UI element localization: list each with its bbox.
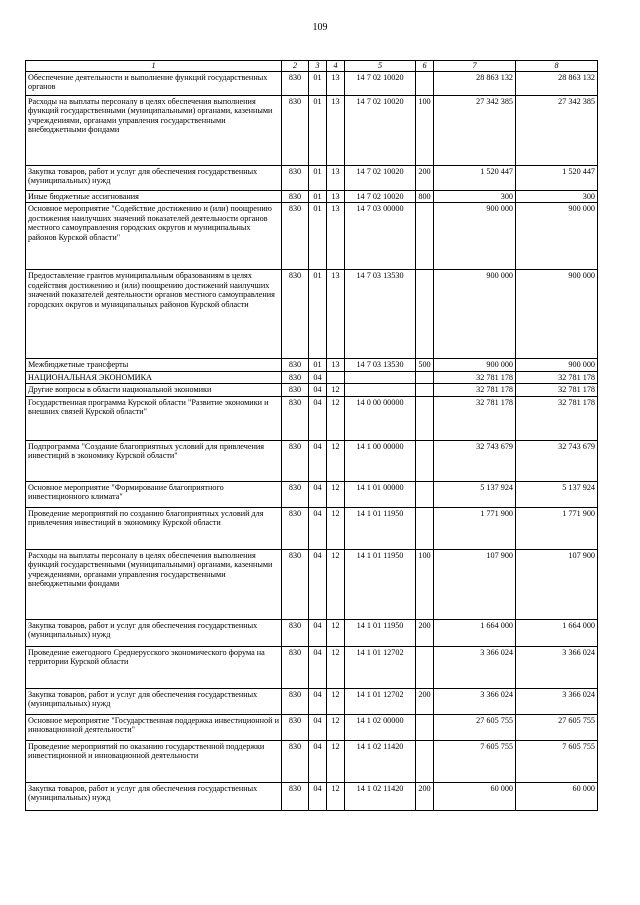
target-article-code: 14 1 02 11420	[345, 782, 416, 810]
column-header: 3	[309, 61, 327, 72]
subsection-code: 12	[327, 549, 345, 619]
ministry-code: 830	[282, 396, 309, 440]
amount-year-1: 32 781 178	[434, 384, 516, 396]
ministry-code: 830	[282, 72, 309, 96]
target-article-code: 14 7 03 00000	[345, 203, 416, 270]
amount-year-2: 32 781 178	[516, 371, 598, 383]
amount-year-1: 900 000	[434, 270, 516, 359]
table-row	[26, 72, 598, 96]
target-article-code	[345, 371, 416, 383]
amount-year-1: 32 781 178	[434, 371, 516, 383]
table-row	[26, 740, 598, 782]
amount-year-1: 60 000	[434, 782, 516, 810]
table-row	[26, 96, 598, 166]
subsection-code	[327, 371, 345, 383]
expense-type-code	[416, 440, 434, 481]
amount-year-1: 32 781 178	[434, 396, 516, 440]
row-label: Основное мероприятие "Формирование благоприятного инвестиционного климата"	[26, 481, 282, 507]
expense-type-code	[416, 481, 434, 507]
section-code: 01	[309, 166, 327, 191]
amount-year-2: 1 664 000	[516, 619, 598, 646]
amount-year-2: 1 520 447	[516, 166, 598, 191]
row-label: Государственная программа Курской области "Развитие экономики и внешних связей Курской области"	[26, 396, 282, 440]
table-row	[26, 440, 598, 481]
subsection-code: 12	[327, 396, 345, 440]
expense-type-code: 200	[416, 688, 434, 714]
target-article-code: 14 1 00 00000	[345, 440, 416, 481]
amount-year-2: 5 137 924	[516, 481, 598, 507]
column-header: 1	[26, 61, 282, 72]
row-label: Иные бюджетные ассигнования	[26, 191, 282, 203]
amount-year-1: 1 520 447	[434, 166, 516, 191]
table-row	[26, 619, 598, 646]
table-row	[26, 714, 598, 740]
ministry-code: 830	[282, 646, 309, 688]
target-article-code: 14 1 02 11420	[345, 740, 416, 782]
subsection-code: 13	[327, 191, 345, 203]
ministry-code: 830	[282, 782, 309, 810]
table-row	[26, 384, 598, 396]
column-header: 7	[434, 61, 516, 72]
amount-year-1: 7 605 755	[434, 740, 516, 782]
subsection-code: 12	[327, 440, 345, 481]
amount-year-1: 28 863 132	[434, 72, 516, 96]
amount-year-2: 27 605 755	[516, 714, 598, 740]
page-number: 109	[312, 22, 328, 33]
section-code: 04	[309, 619, 327, 646]
amount-year-2: 3 366 024	[516, 646, 598, 688]
ministry-code: 830	[282, 619, 309, 646]
amount-year-1: 3 366 024	[434, 688, 516, 714]
row-label: Расходы на выплаты персоналу в целях обеспечения выполнения функций государственными (муниципальными) органами, казенными учреждениями, органами управления государственными внебюджетными фондами	[26, 96, 282, 166]
expense-type-code: 200	[416, 166, 434, 191]
expense-type-code	[416, 714, 434, 740]
row-label: Закупка товаров, работ и услуг для обеспечения государственных (муниципальных) нужд	[26, 688, 282, 714]
expense-type-code	[416, 203, 434, 270]
row-label: Основное мероприятие "Государственная поддержка инвестиционной и инновационной деятельности"	[26, 714, 282, 740]
expense-type-code	[416, 270, 434, 359]
expense-type-code: 800	[416, 191, 434, 203]
row-label: Другие вопросы в области национальной экономики	[26, 384, 282, 396]
expense-type-code	[416, 72, 434, 96]
column-header: 2	[282, 61, 309, 72]
section-code: 04	[309, 782, 327, 810]
table-row	[26, 396, 598, 440]
section-code: 04	[309, 371, 327, 383]
amount-year-2: 900 000	[516, 203, 598, 270]
amount-year-2: 27 342 385	[516, 96, 598, 166]
row-label: Основное мероприятие "Содействие достижению и (или) поощрению достижения наилучших значений показателей деятельности органов местного самоуправления городских округов и муниципальных районов Курской области"	[26, 203, 282, 270]
table-row	[26, 270, 598, 359]
amount-year-2: 107 900	[516, 549, 598, 619]
amount-year-1: 1 664 000	[434, 619, 516, 646]
target-article-code: 14 0 00 00000	[345, 396, 416, 440]
section-code: 01	[309, 203, 327, 270]
section-code: 04	[309, 714, 327, 740]
table-row	[26, 191, 598, 203]
target-article-code: 14 7 02 10020	[345, 166, 416, 191]
row-label: Проведение мероприятий по созданию благоприятных условий для привлечения инвестиций в экономику Курской области	[26, 507, 282, 549]
section-code: 01	[309, 359, 327, 371]
subsection-code: 12	[327, 384, 345, 396]
section-code: 04	[309, 384, 327, 396]
target-article-code: 14 7 03 13530	[345, 270, 416, 359]
row-label: Предоставление грантов муниципальным образованиям в целях содействия достижению и (или) поощрению достижений наилучших значений показателей деятельности органов местного самоуправления городских округов и муниципальных районов Курской области	[26, 270, 282, 359]
ministry-code: 830	[282, 440, 309, 481]
row-label: НАЦИОНАЛЬНАЯ ЭКОНОМИКА	[26, 371, 282, 383]
amount-year-1: 900 000	[434, 359, 516, 371]
subsection-code: 13	[327, 166, 345, 191]
ministry-code: 830	[282, 166, 309, 191]
ministry-code: 830	[282, 96, 309, 166]
expense-type-code: 200	[416, 782, 434, 810]
subsection-code: 12	[327, 507, 345, 549]
section-code: 04	[309, 481, 327, 507]
ministry-code: 830	[282, 688, 309, 714]
amount-year-1: 3 366 024	[434, 646, 516, 688]
expense-type-code	[416, 507, 434, 549]
target-article-code: 14 1 01 11950	[345, 507, 416, 549]
target-article-code: 14 1 01 12702	[345, 646, 416, 688]
target-article-code: 14 7 02 10020	[345, 72, 416, 96]
expense-type-code: 100	[416, 96, 434, 166]
table-row	[26, 688, 598, 714]
ministry-code: 830	[282, 191, 309, 203]
table-row	[26, 371, 598, 383]
budget-table	[25, 60, 598, 811]
subsection-code: 12	[327, 646, 345, 688]
amount-year-2: 7 605 755	[516, 740, 598, 782]
subsection-code: 13	[327, 72, 345, 96]
table-row	[26, 549, 598, 619]
target-article-code: 14 1 01 11950	[345, 619, 416, 646]
amount-year-1: 27 605 755	[434, 714, 516, 740]
amount-year-1: 5 137 924	[434, 481, 516, 507]
target-article-code: 14 7 03 13530	[345, 359, 416, 371]
section-code: 04	[309, 396, 327, 440]
row-label: Проведение ежегодного Среднерусского экономического форума на территории Курской области	[26, 646, 282, 688]
section-code: 01	[309, 72, 327, 96]
expense-type-code: 500	[416, 359, 434, 371]
row-label: Закупка товаров, работ и услуг для обеспечения государственных (муниципальных) нужд	[26, 166, 282, 191]
row-label: Расходы на выплаты персоналу в целях обеспечения выполнения функций государственными (муниципальными) органами, казенными учреждениями, органами управления государственными внебюджетными фондами	[26, 549, 282, 619]
amount-year-2: 28 863 132	[516, 72, 598, 96]
section-code: 01	[309, 270, 327, 359]
table-row	[26, 646, 598, 688]
column-number-row	[26, 61, 598, 72]
amount-year-1: 107 900	[434, 549, 516, 619]
subsection-code: 12	[327, 740, 345, 782]
expense-type-code	[416, 384, 434, 396]
subsection-code: 12	[327, 714, 345, 740]
amount-year-2: 900 000	[516, 359, 598, 371]
amount-year-2: 32 743 679	[516, 440, 598, 481]
table-row	[26, 782, 598, 810]
amount-year-2: 300	[516, 191, 598, 203]
subsection-code: 13	[327, 359, 345, 371]
table-row	[26, 507, 598, 549]
section-code: 01	[309, 96, 327, 166]
expense-type-code	[416, 371, 434, 383]
subsection-code: 12	[327, 481, 345, 507]
row-label: Обеспечение деятельности и выполнение функций государственных органов	[26, 72, 282, 96]
section-code: 04	[309, 646, 327, 688]
target-article-code: 14 1 01 11950	[345, 549, 416, 619]
row-label: Подпрограмма "Создание благоприятных условий для привлечения инвестиций в экономику Курской области"	[26, 440, 282, 481]
amount-year-2: 60 000	[516, 782, 598, 810]
amount-year-2: 3 366 024	[516, 688, 598, 714]
expense-type-code	[416, 646, 434, 688]
table-row	[26, 166, 598, 191]
section-code: 04	[309, 549, 327, 619]
row-label: Закупка товаров, работ и услуг для обеспечения государственных (муниципальных) нужд	[26, 782, 282, 810]
amount-year-2: 32 781 178	[516, 396, 598, 440]
ministry-code: 830	[282, 371, 309, 383]
target-article-code: 14 7 02 10020	[345, 96, 416, 166]
table-row	[26, 359, 598, 371]
table-row	[26, 203, 598, 270]
ministry-code: 830	[282, 384, 309, 396]
target-article-code: 14 7 02 10020	[345, 191, 416, 203]
amount-year-1: 900 000	[434, 203, 516, 270]
subsection-code: 12	[327, 688, 345, 714]
target-article-code: 14 1 01 00000	[345, 481, 416, 507]
row-label: Проведение мероприятий по оказанию государственной поддержки инвестиционной и инновационной деятельности	[26, 740, 282, 782]
subsection-code: 13	[327, 203, 345, 270]
column-header: 6	[416, 61, 434, 72]
ministry-code: 830	[282, 270, 309, 359]
amount-year-2: 900 000	[516, 270, 598, 359]
section-code: 04	[309, 440, 327, 481]
ministry-code: 830	[282, 481, 309, 507]
ministry-code: 830	[282, 507, 309, 549]
ministry-code: 830	[282, 203, 309, 270]
target-article-code: 14 1 01 12702	[345, 688, 416, 714]
section-code: 04	[309, 740, 327, 782]
amount-year-1: 32 743 679	[434, 440, 516, 481]
subsection-code: 12	[327, 782, 345, 810]
expense-type-code	[416, 396, 434, 440]
subsection-code: 13	[327, 270, 345, 359]
column-header: 8	[516, 61, 598, 72]
target-article-code	[345, 384, 416, 396]
ministry-code: 830	[282, 359, 309, 371]
amount-year-1: 1 771 900	[434, 507, 516, 549]
subsection-code: 12	[327, 619, 345, 646]
ministry-code: 830	[282, 549, 309, 619]
expense-type-code	[416, 740, 434, 782]
column-header: 4	[327, 61, 345, 72]
section-code: 01	[309, 191, 327, 203]
amount-year-1: 300	[434, 191, 516, 203]
subsection-code: 13	[327, 96, 345, 166]
target-article-code: 14 1 02 00000	[345, 714, 416, 740]
ministry-code: 830	[282, 714, 309, 740]
table-row	[26, 481, 598, 507]
section-code: 04	[309, 688, 327, 714]
expense-type-code: 100	[416, 549, 434, 619]
row-label: Межбюджетные трансферты	[26, 359, 282, 371]
amount-year-1: 27 342 385	[434, 96, 516, 166]
ministry-code: 830	[282, 740, 309, 782]
row-label: Закупка товаров, работ и услуг для обеспечения государственных (муниципальных) нужд	[26, 619, 282, 646]
column-header: 5	[345, 61, 416, 72]
expense-type-code: 200	[416, 619, 434, 646]
amount-year-2: 1 771 900	[516, 507, 598, 549]
section-code: 04	[309, 507, 327, 549]
amount-year-2: 32 781 178	[516, 384, 598, 396]
